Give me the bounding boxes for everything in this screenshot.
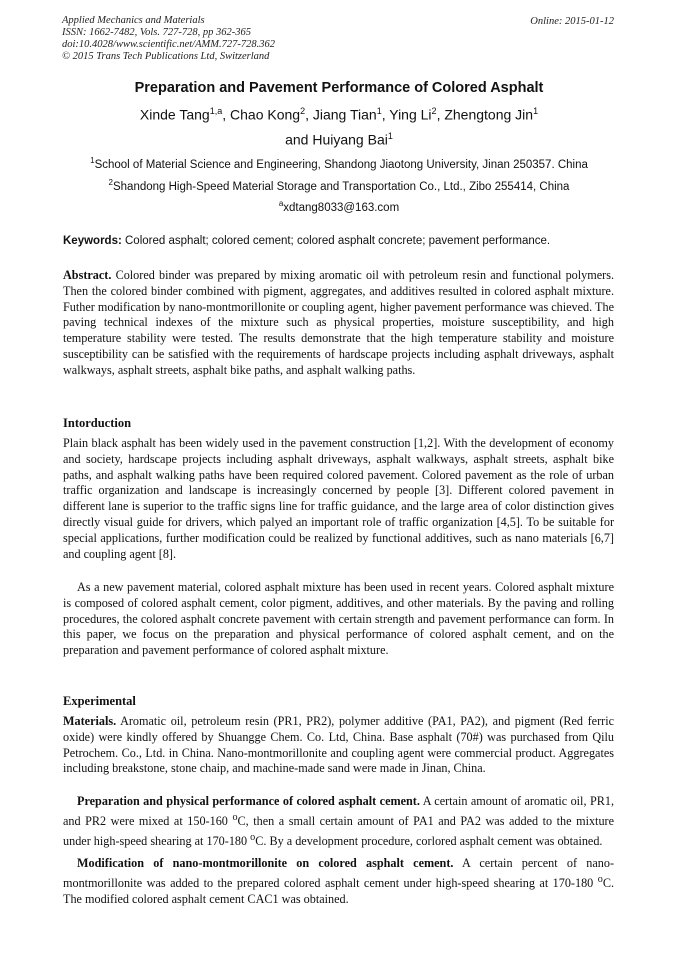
- modification-paragraph: Modification of nano-montmorillonite on colored asphalt cement. A certain percent of nano-montmorillonite was added to the prepared colored asphalt cement under high-speed shearing at 170-180 $^o$C. The modified colored asphalt cement CAC1 was obtained.: [63, 856, 615, 906]
- author-line-1: Xinde Tang$^{1,a}$, Chao Kong$^2$, Jiang Tian$^1$, Ying Li$^2$, Zhengtong Jin$^1$: [139, 106, 539, 123]
- author-name: , Ying Li: [381, 106, 432, 123]
- author-email: $^a$xdtang8033@163.com: [278, 199, 400, 214]
- online-date: Online: 2015-01-12: [530, 16, 614, 27]
- affiliation-1: $^1$School of Material Science and Engineering, Shandong Jiaotong University, Jinan 250357. China: [90, 156, 588, 171]
- keywords: [63, 235, 550, 247]
- materials-paragraph: Materials. Aromatic oil, petroleum resin (PR1, PR2), polymer additive (PA1, PA2), and pigment (Red ferric oxide) were kindly offered by Shuangge Chem. Co. Ltd, China. Base asphalt (70#) was purchased from Qilu Petrochem. Co., Ltd. in China. Nano-montmorillonite and coupling agent were commercial product. Aggregates including breakstone, stone chaip, and machine-made sand were made in Jinan, China.: [63, 714, 614, 776]
- section-heading-experimental: Experimental: [63, 694, 136, 708]
- keywords-label: Keywords:: [63, 235, 122, 247]
- author-name: Xinde Tang: [139, 106, 210, 123]
- abstract-label: Abstract.: [63, 268, 112, 282]
- author-line-2: and Huiyang Bai$^1$: [285, 131, 393, 148]
- issn-line: ISSN: 1662-7482, Vols. 727-728, pp 362-365: [62, 27, 251, 38]
- author-name: , Jiang Tian: [305, 106, 377, 123]
- affiliation-2: $^2$Shandong High-Speed Material Storage and Transportation Co., Ltd., Zibo 255414, China: [108, 178, 570, 193]
- intro-paragraph-2: As a new pavement material, colored asphalt mixture has been used in recent years. Colored asphalt mixture is composed of colored asphalt cement, color pigment, additives, and other materials. By the paving and rolling procedures, the colored asphalt concrete pavement with certain strength and pavement performance can form. In this paper, we focus on the preparation and physical performance of colored asphalt cement, and on the preparation and pavement performance of colored asphalt mixture.: [63, 580, 614, 658]
- preparation-paragraph: Preparation and physical performance of colored asphalt cement. A certain amount of aromatic oil, PR1, and PR2 were mixed at 150-160 $^o$C, then a small certain amount of PA1 and PA2 was added to the mixture under high-speed shearing at 170-180 $^o$C. By a development procedure, corlored asphalt cement was obtained.: [63, 794, 615, 848]
- abstract: [63, 268, 614, 379]
- intro-paragraph-1: Plain black asphalt has been widely used in the pavement construction [1,2]. With the development of economy and society, hardscape projects including asphalt driveways, asphalt walkways, asphalt streets, asphalt bike paths, and asphalt walking paths have been required colored pavement. Colored pavement as the role of urban traffic organization and landscape is increasingly concerned by people [3]. Different colored pavement in different lane is superior to the traffic signs line for traffic guidance, and the large area of color distinction gives directly visual guide for drivers, which palyed an important role of traffic organization [4,5]. To be suitable for special applications, further modification could be realized by functional additives, such as nano materials [6,7] and coupling agent [8].: [63, 436, 614, 561]
- doi-line: doi:10.4028/www.scientific.net/AMM.727-728.362: [62, 39, 275, 50]
- author-name: and Huiyang Bai: [285, 131, 388, 148]
- copyright-line: © 2015 Trans Tech Publications Ltd, Switzerland: [62, 51, 270, 62]
- author-name: , Chao Kong: [222, 106, 301, 123]
- journal-name: Applied Mechanics and Materials: [62, 15, 205, 26]
- abstract-text: Colored binder was prepared by mixing aromatic oil with petroleum resin and functional polymers. Then the colored binder combined with pigment, aggregates, and additives resulted in colored asphalt mixture. Futher modification by nano-montmorillonite or coupling agent, higher pavement performance was chieved. The paving technical indexes of the mixture such as physical properties, moisture susceptibility, and high temperature stability were tested. The results demonstrate that the high temperature stability and moisture susceptibility can be satisfied with the requirements of hardscape projects including asphalt driveways, asphalt walkways, asphalt streets, asphalt bike paths, and asphalt walking paths.: [63, 268, 614, 377]
- section-heading-introduction: Intorduction: [63, 416, 132, 430]
- keywords-text: Colored asphalt; colored cement; colored asphalt concrete; pavement performance.: [121, 235, 551, 247]
- author-name: , Zhengtong Jin: [436, 106, 534, 123]
- paper-title: Preparation and Pavement Performance of Colored Asphalt: [134, 80, 544, 96]
